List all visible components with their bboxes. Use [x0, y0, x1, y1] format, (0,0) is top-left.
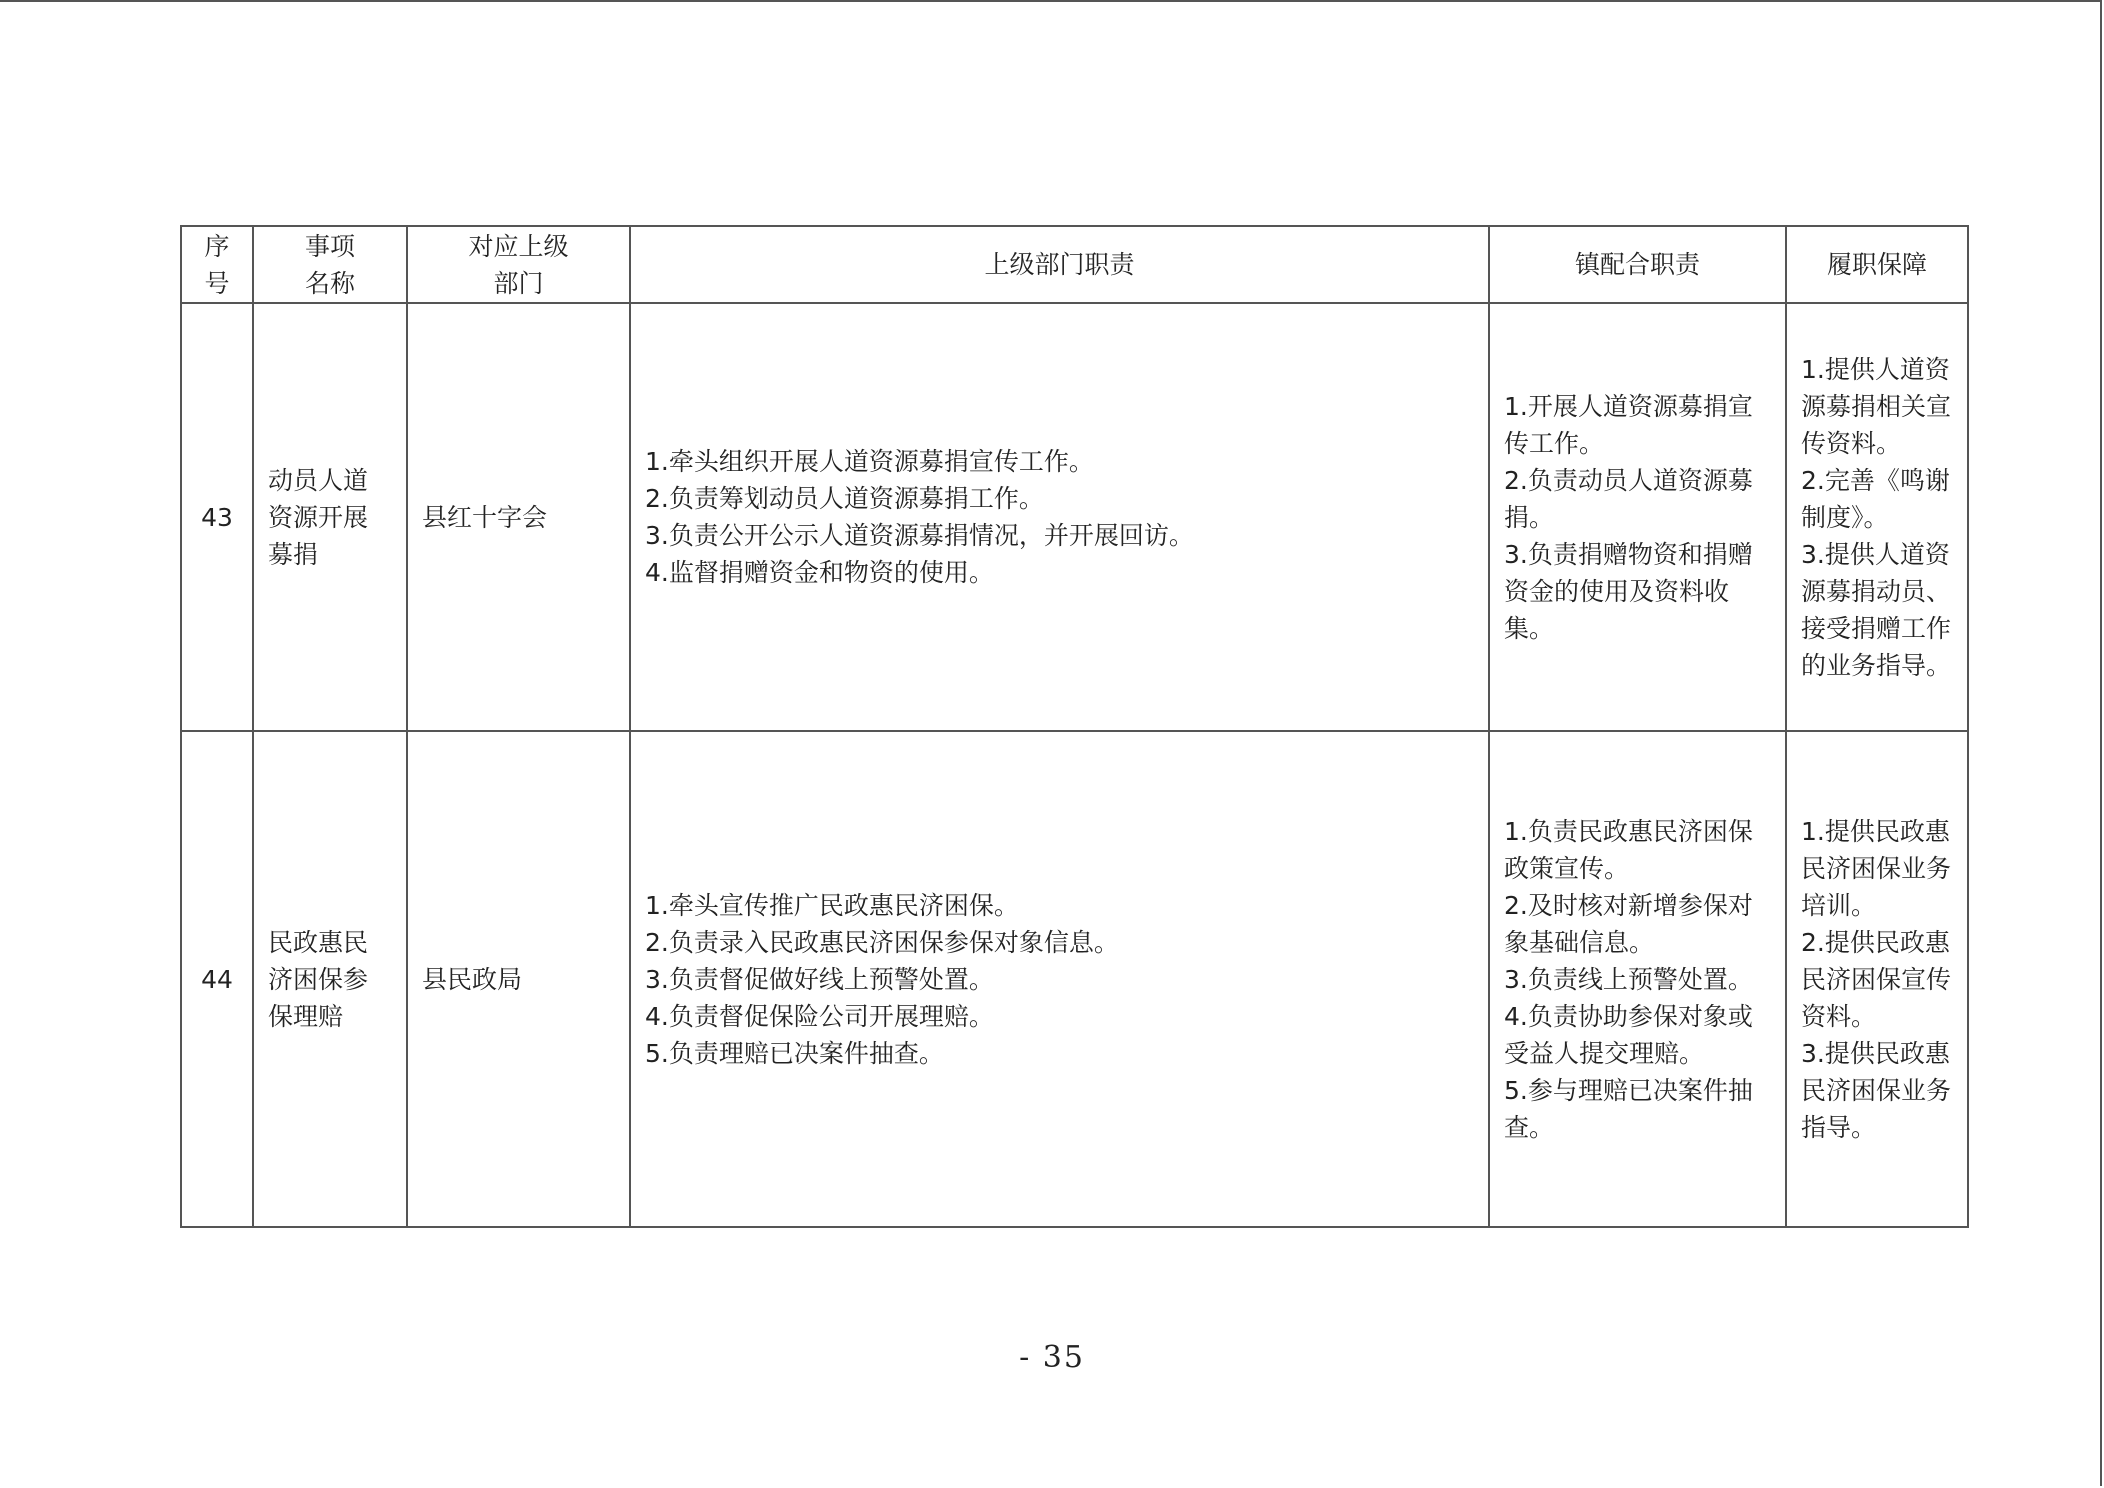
list-item: 4.监督捐赠资金和物资的使用。 [645, 558, 994, 587]
list-item: 1.提供民政惠民济困保业务培训。 [1801, 816, 1952, 920]
list-item: 2.完善《鸣谢制度》。 [1801, 465, 1950, 532]
row-town-duty [1489, 731, 1786, 1227]
list-item: 2.负责录入民政惠民济困保参保对象信息。 [645, 927, 1119, 957]
row-item-name: 民政惠民 济困保参 保理赔 [253, 731, 407, 1227]
row-seq: 43 [181, 303, 253, 731]
list-item: 5.负责理赔已决案件抽查。 [645, 1038, 944, 1068]
list-item: 2.负责筹划动员人道资源募捐工作。 [645, 484, 1044, 513]
row-superior-duty [630, 731, 1489, 1227]
list-item: 3.负责督促做好线上预警处置。 [645, 964, 994, 994]
list-item: 1.开展人道资源募捐宣传工作。 [1504, 391, 1753, 458]
list-item: 1.提供人道资源募捐相关宣传资料。 [1801, 354, 1952, 458]
row-superior-duty [630, 303, 1489, 731]
table-row [181, 303, 1968, 731]
row-superior-dept: 县红十字会 [407, 303, 630, 731]
list-item: 2.负责动员人道资源募捐。 [1504, 465, 1753, 532]
duty-table [180, 225, 1969, 1228]
list-item: 4.负责督促保险公司开展理赔。 [645, 1001, 994, 1031]
row-guarantee [1786, 303, 1968, 731]
row-superior-dept: 县民政局 [407, 731, 630, 1227]
row-guarantee [1786, 731, 1968, 1227]
list-item: 3.负责线上预警处置。 [1504, 964, 1753, 994]
header-superior-dept: 对应上级 部门 [407, 226, 630, 303]
list-item: 4.负责协助参保对象或受益人提交理赔。 [1504, 1001, 1753, 1068]
page-number: - 35 [1019, 1340, 1085, 1375]
list-item: 2.提供民政惠民济困保宣传资料。 [1801, 927, 1952, 1031]
row-item-name: 动员人道 资源开展 募捐 [253, 303, 407, 731]
header-town-duty: 镇配合职责 [1489, 226, 1786, 303]
list-item: 3.负责捐赠物资和捐赠资金的使用及资料收集。 [1504, 539, 1753, 643]
list-item: 2.及时核对新增参保对象基础信息。 [1504, 890, 1753, 957]
header-item-name: 事项 名称 [253, 226, 407, 303]
row-seq: 44 [181, 731, 253, 1227]
list-item: 5.参与理赔已决案件抽查。 [1504, 1075, 1753, 1142]
list-item: 3.提供人道资源募捐动员、接受捐赠工作的业务指导。 [1801, 539, 1952, 680]
header-superior-duty: 上级部门职责 [630, 226, 1489, 303]
row-town-duty [1489, 303, 1786, 731]
list-item: 3.提供民政惠民济困保业务指导。 [1801, 1038, 1952, 1142]
list-item: 3.负责公开公示人道资源募捐情况，并开展回访。 [645, 521, 1194, 550]
header-guarantee: 履职保障 [1786, 226, 1968, 303]
list-item: 1.牵头宣传推广民政惠民济困保。 [645, 890, 1019, 920]
table-row [181, 731, 1968, 1227]
list-item: 1.牵头组织开展人道资源募捐宣传工作。 [645, 447, 1094, 476]
list-item: 1.负责民政惠民济困保政策宣传。 [1504, 816, 1753, 883]
table-header-row [181, 226, 1968, 303]
header-seq: 序 号 [181, 226, 253, 303]
